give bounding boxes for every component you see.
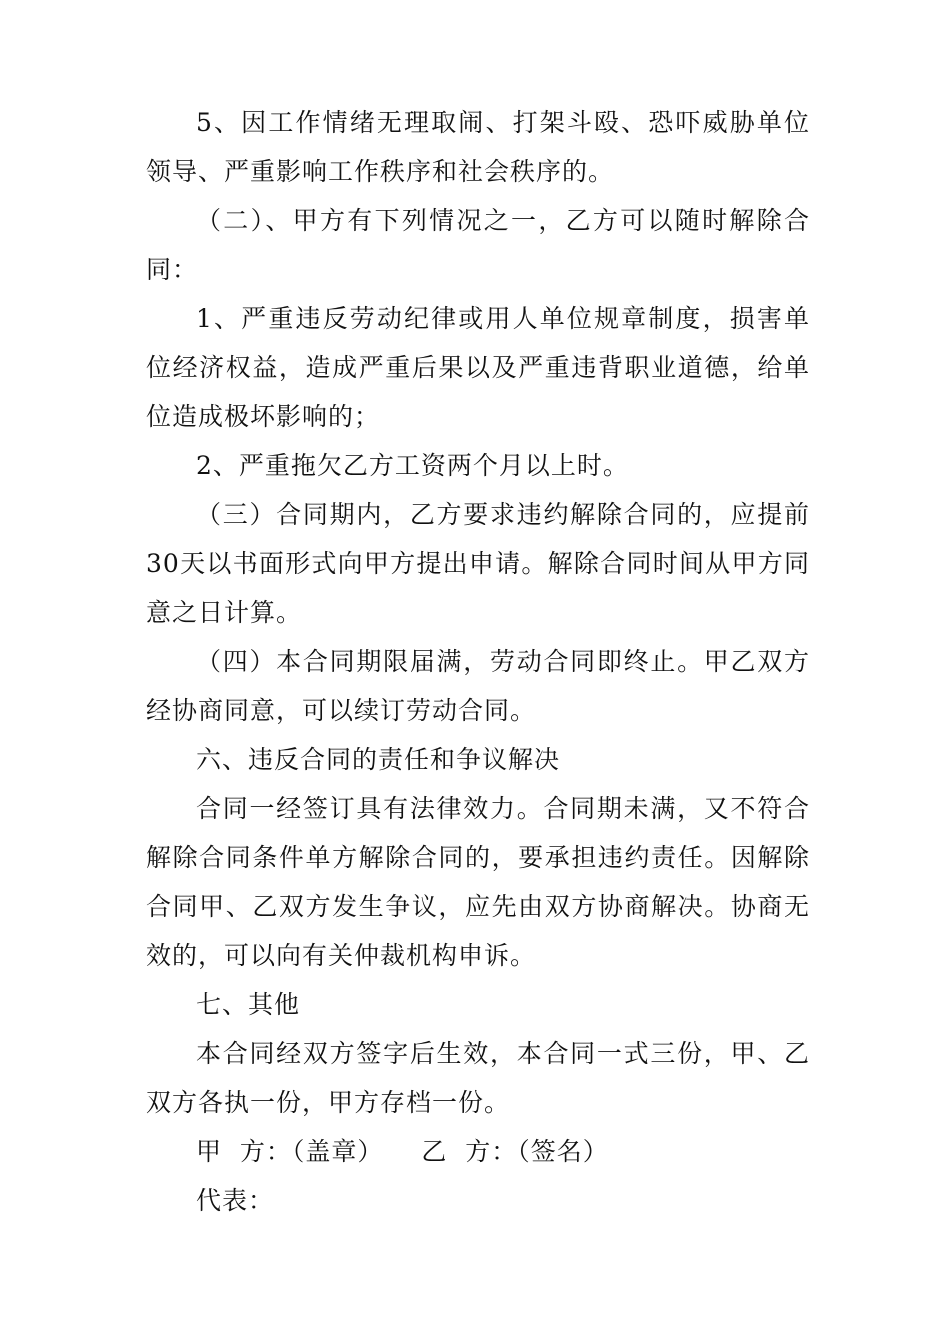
paragraph-section-2-heading: （二）、甲方有下列情况之一，乙方可以随时解除合同： — [146, 206, 810, 284]
heading-section-six: 六、违反合同的责任和争议解决 — [196, 745, 561, 774]
paragraph-effectiveness: 本合同经双方签字后生效，本合同一式三份，甲、乙双方各执一份，甲方存档一份。 — [146, 1039, 810, 1117]
paragraph-section-3: （三）合同期内，乙方要求违约解除合同的，应提前30天以书面形式向甲方提出申请。解除合同时间从甲方同意之日计算。 — [146, 500, 810, 627]
signature-line — [146, 1127, 810, 1176]
party-b-sign-label: 乙 方：（签名） — [421, 1137, 609, 1166]
paragraph-clause-5: 5、因工作情绪无理取闹、打架斗殴、恐吓威胁单位领导、严重影响工作秩序和社会秩序的。 — [146, 108, 810, 186]
representative-label: 代表： — [196, 1186, 275, 1215]
paragraph-item-2: 2、严重拖欠乙方工资两个月以上时。 — [196, 451, 629, 480]
paragraph-item-1: 1、严重违反劳动纪律或用人单位规章制度，损害单位经济权益，造成严重后果以及严重违背职业道德，给单位造成极坏影响的； — [146, 304, 810, 431]
document-body — [146, 98, 810, 1225]
party-a-seal-label: 甲 方：（盖章） — [196, 1137, 384, 1166]
paragraph-liability: 合同一经签订具有法律效力。合同期未满，又不符合解除合同条件单方解除合同的，要承担违约责任。因解除合同甲、乙双方发生争议，应先由双方协商解决。协商无效的，可以向有关仲裁机构申诉。 — [146, 794, 810, 970]
heading-section-seven: 七、其他 — [196, 990, 301, 1019]
paragraph-section-4: （四）本合同期限届满，劳动合同即终止。甲乙双方经协商同意，可以续订劳动合同。 — [146, 647, 810, 725]
